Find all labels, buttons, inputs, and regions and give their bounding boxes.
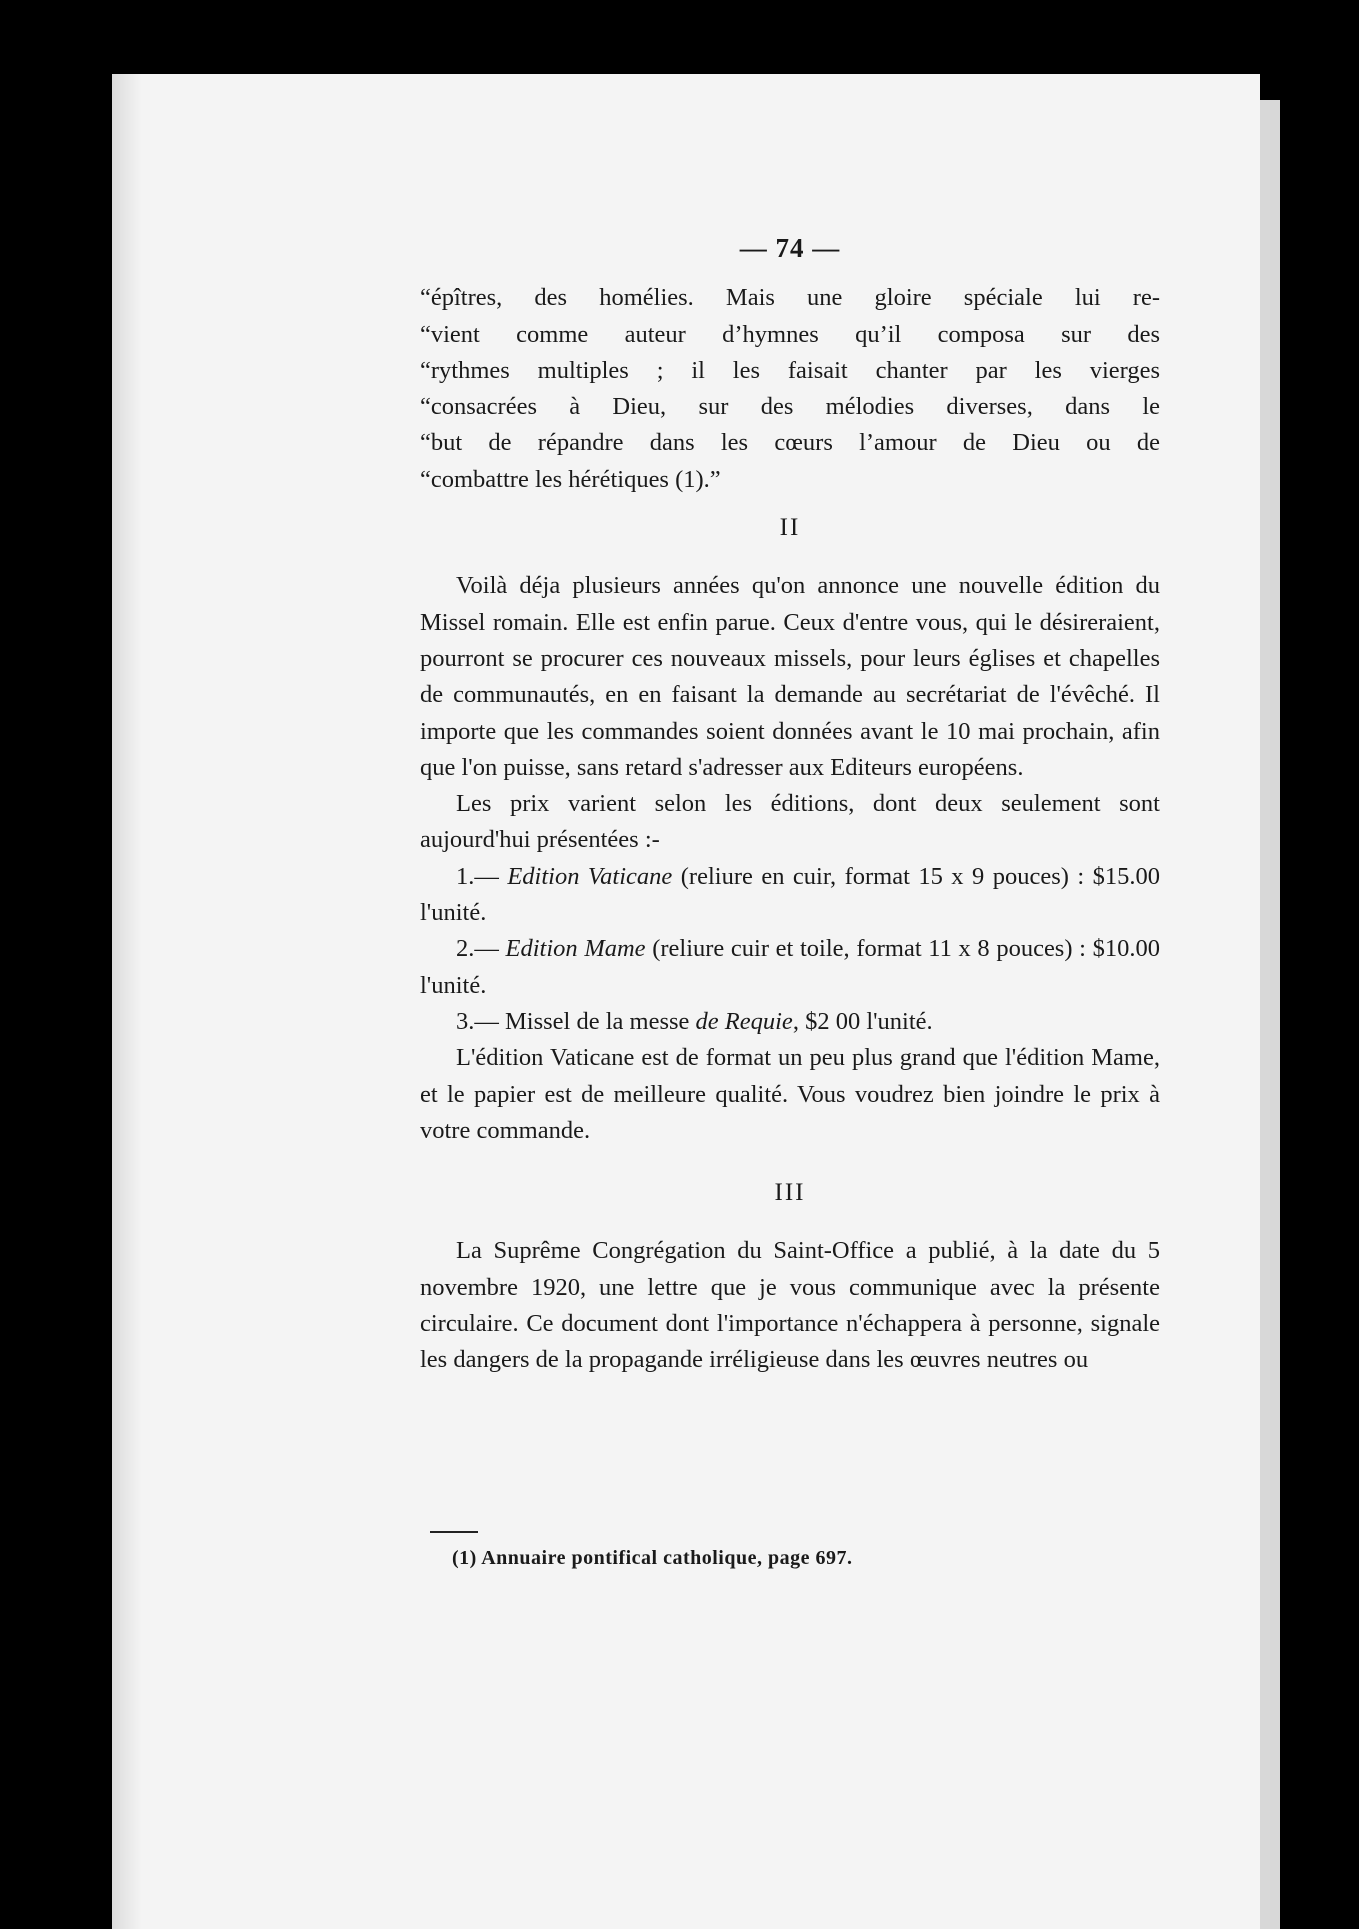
quote-line: “épîtres, des homélies. Mais une gloire spéciale lui re- bbox=[420, 284, 1160, 312]
list-item bbox=[420, 859, 1160, 932]
quote-line: “consacrées à Dieu, sur des mélodies diverses, dans le bbox=[420, 393, 1160, 421]
quote-line: “combattre les hérétiques (1).” bbox=[420, 465, 721, 493]
paragraph: La Suprême Congrégation du Saint-Office a publié, à la date du 5 novembre 1920, une lettre que je vous communique avec la présente circulaire. Ce document dont l'importance n'échappera à personne, signale les dangers de la propagande irréligieuse dans les œuvres neutres ou bbox=[420, 1237, 1160, 1374]
paragraph: Les prix varient selon les éditions, dont deux seulement sont aujourd'hui présentées :- bbox=[420, 790, 1160, 854]
section-heading-3: III bbox=[774, 1179, 806, 1207]
page-gutter-shadow bbox=[112, 74, 142, 1929]
quote-line: “but de répandre dans les cœurs l’amour de Dieu ou de bbox=[420, 429, 1160, 457]
page-number: — 74 — bbox=[739, 233, 841, 263]
item-number: 3.— bbox=[456, 1007, 499, 1035]
edition-title: Edition Mame bbox=[505, 935, 646, 963]
section-heading-2: II bbox=[779, 514, 801, 542]
footnote: (1) Annuaire pontifical catholique, page 697. bbox=[452, 1547, 853, 1569]
page-text bbox=[420, 230, 1160, 1379]
paragraph: L'édition Vaticane est de format un peu plus grand que l'édition Mame, et le papier est de meilleure qualité. Vous voudrez bien joindre le prix à votre commande. bbox=[420, 1044, 1160, 1144]
item-text: Missel de la messe bbox=[498, 1007, 696, 1035]
item-text: , $2 00 l'unité. bbox=[792, 1007, 933, 1035]
page-right-edge bbox=[1260, 100, 1280, 1929]
footnote-divider bbox=[430, 1531, 478, 1533]
list-item bbox=[420, 1004, 1160, 1040]
list-item bbox=[420, 931, 1160, 1004]
item-text: (reliure cuir et toile, format 11 x 8 pouces) : $10.00 l'unité. bbox=[420, 935, 1160, 999]
item-number: 2.— bbox=[456, 935, 499, 963]
edition-title: de Requie bbox=[695, 1007, 793, 1035]
item-text: (reliure en cuir, format 15 x 9 pouces) : $15.00 l'unité. bbox=[420, 862, 1161, 927]
paragraph: Voilà déja plusieurs années qu'on annonce une nouvelle édition du Missel romain. Elle est enfin parue. Ceux d'entre vous, qui le désireraient, pourront se procurer ces nouveaux missels, pour leurs églises et chapelles de communautés, en en faisant la demande au secrétariat de l'évêché. Il importe que les commandes soient données avant le 10 mai prochain, afin que l'on puisse, sans retard s'adresser aux Editeurs européens. bbox=[420, 572, 1160, 781]
quote-line: “rythmes multiples ; il les faisait chanter par les vierges bbox=[420, 356, 1160, 384]
edition-title: Edition Vaticane bbox=[507, 862, 673, 890]
item-number: 1.— bbox=[456, 862, 499, 890]
quote-line: “vient comme auteur d’hymnes qu’il composa sur des bbox=[420, 320, 1160, 348]
quote-block bbox=[420, 280, 1160, 498]
